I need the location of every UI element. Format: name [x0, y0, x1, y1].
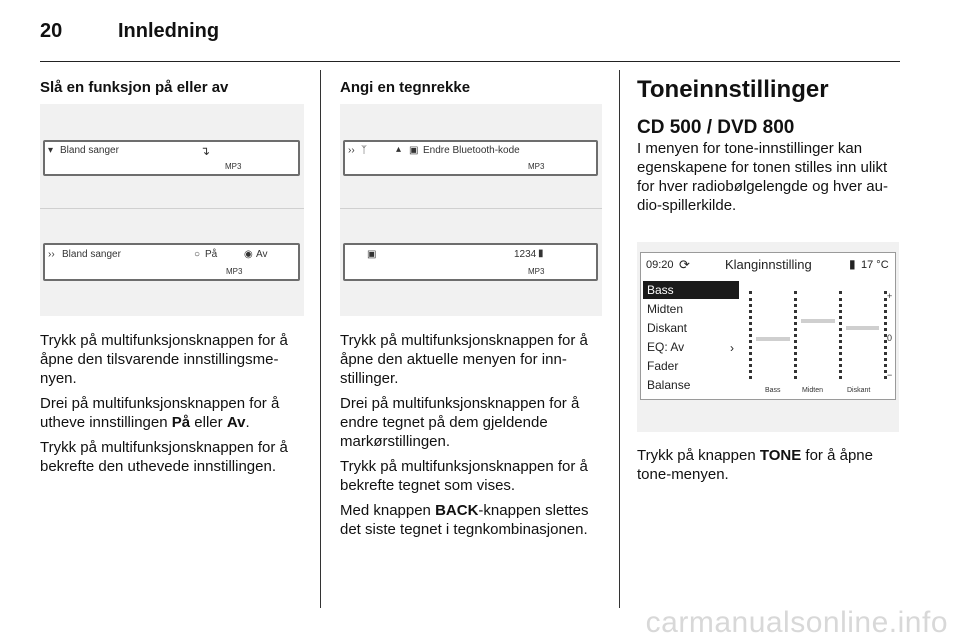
column-divider-1: [320, 70, 321, 608]
code-entry-value: 1234: [514, 249, 537, 260]
mp3-label: MP3: [528, 267, 545, 276]
chapter-title: Innledning: [118, 20, 220, 42]
column-3: [637, 76, 907, 221]
chevron-right-icon: ›: [730, 341, 734, 355]
radio-empty-icon: ○: [194, 249, 201, 260]
paragraph: Med knappen BACK-knappen slettes det siste tegnet i tegnkombinasjonen.: [340, 502, 589, 538]
menu-item-bass[interactable]: Bass: [643, 281, 739, 299]
column-2-text: [340, 331, 605, 545]
eq-label-bass: Bass: [765, 387, 781, 394]
option-off-label: Av: [256, 249, 268, 260]
cursor-block-icon: ▮: [538, 248, 544, 259]
header-rule: [40, 61, 900, 62]
eq-scale-bass: [749, 291, 752, 379]
paragraph: Drei på multifunksjonsknappen for å endre tegnet på dem gjeldende markørstillingen.: [340, 395, 580, 450]
eq-scale-diskant: [839, 291, 842, 379]
page-number: 20: [40, 20, 63, 42]
menu-item-fader[interactable]: Fader: [647, 359, 679, 373]
shuffle-label: Bland sanger: [62, 249, 121, 260]
lock-icon: ▣: [409, 145, 419, 156]
bluetooth-code-label: Endre Bluetooth-kode: [423, 145, 520, 156]
paragraph: Trykk på knappen TONE for å åpne tone-menyen.: [637, 447, 873, 483]
paragraph: Trykk på multifunksjonsknappen for å åpne den aktuelle menyen for innstillinger.: [340, 332, 588, 387]
eq-level-diskant: [846, 326, 879, 330]
watermark: carmanualsonline.info: [645, 606, 948, 639]
eq-level-bass: [756, 337, 790, 341]
eq-label-midten: Midten: [802, 387, 824, 394]
paragraph: Trykk på multifunksjonsknappen for å bekrefte den uthevede innstillingen.: [40, 439, 288, 475]
screen-title: Klanginnstilling: [725, 257, 812, 272]
eq-scale-midten: [794, 291, 797, 379]
lock-icon: ▣: [367, 249, 377, 260]
column-divider-2: [619, 70, 620, 608]
figure-tone-settings: [637, 242, 899, 432]
figure-toggle-function: [40, 104, 304, 316]
eq-level-midten: [801, 319, 835, 323]
double-chevron-icon: ››: [48, 249, 55, 260]
figure-separator: [40, 208, 304, 209]
scale-zero: 0: [887, 333, 893, 343]
menu-item-midten[interactable]: Midten: [647, 302, 684, 316]
clock-time: 09:20: [646, 259, 674, 271]
return-arrow-icon: ↴: [200, 144, 211, 158]
refresh-icon: ⟳: [679, 257, 690, 272]
display-shuffle-options: [43, 243, 300, 281]
paragraph: Trykk på multifunksjonsknappen for å åpne den tilsvarende innstillingsmenyen.: [40, 332, 288, 387]
shuffle-label: Bland sanger: [60, 145, 119, 156]
bluetooth-icon: ᛉ: [361, 145, 367, 156]
display-code-entry: [343, 243, 598, 281]
option-on-label: På: [205, 249, 218, 260]
display-bluetooth-code: [343, 140, 598, 176]
display-shuffle-menu: [43, 140, 300, 176]
section-heading-toggle: Slå en funksjon på eller av: [40, 79, 229, 96]
menu-item-diskant[interactable]: Diskant: [647, 321, 688, 335]
figure-separator: [340, 208, 602, 209]
paragraph: Trykk på multifunksjonsknappen for å bekrefte tegnet som vises.: [340, 458, 588, 494]
up-arrow-icon: ▴: [396, 144, 402, 155]
info-icon: ▮: [849, 257, 856, 271]
double-chevron-icon: ››: [348, 145, 355, 156]
scale-plus: +: [887, 291, 893, 301]
paragraph: I menyen for tone-innstillinger kan egenskapene for tonen stilles inn ulikt for hver radiobølgelengde og hver audio-spillerkilde.: [637, 140, 888, 214]
menu-item-eq[interactable]: EQ: Av: [647, 340, 685, 354]
section-heading-string: Angi en tegnrekke: [340, 79, 471, 96]
eq-label-diskant: Diskant: [847, 387, 871, 394]
column-1-text: [40, 331, 305, 482]
tone-settings-screen: [640, 252, 896, 400]
radio-selected-icon: ◉: [244, 249, 253, 260]
dropdown-arrow-icon: ▾: [48, 145, 54, 156]
scale-minus: −: [887, 370, 893, 380]
column-3-text: [637, 446, 902, 490]
column-2: [340, 79, 605, 96]
mp3-label: MP3: [528, 162, 545, 171]
mp3-label: MP3: [225, 162, 242, 171]
figure-enter-string: [340, 104, 602, 316]
mp3-label: MP3: [226, 267, 243, 276]
menu-item-balanse[interactable]: Balanse: [647, 378, 691, 392]
column-1: [40, 79, 310, 96]
temperature: 17 °C: [861, 259, 889, 271]
model-subheading: CD 500 / DVD 800: [637, 117, 795, 138]
paragraph: Drei på multifunksjonsknappen for å utheve innstillingen På eller Av.: [40, 395, 280, 431]
section-heading-tone: Toneinnstillinger: [637, 76, 829, 103]
